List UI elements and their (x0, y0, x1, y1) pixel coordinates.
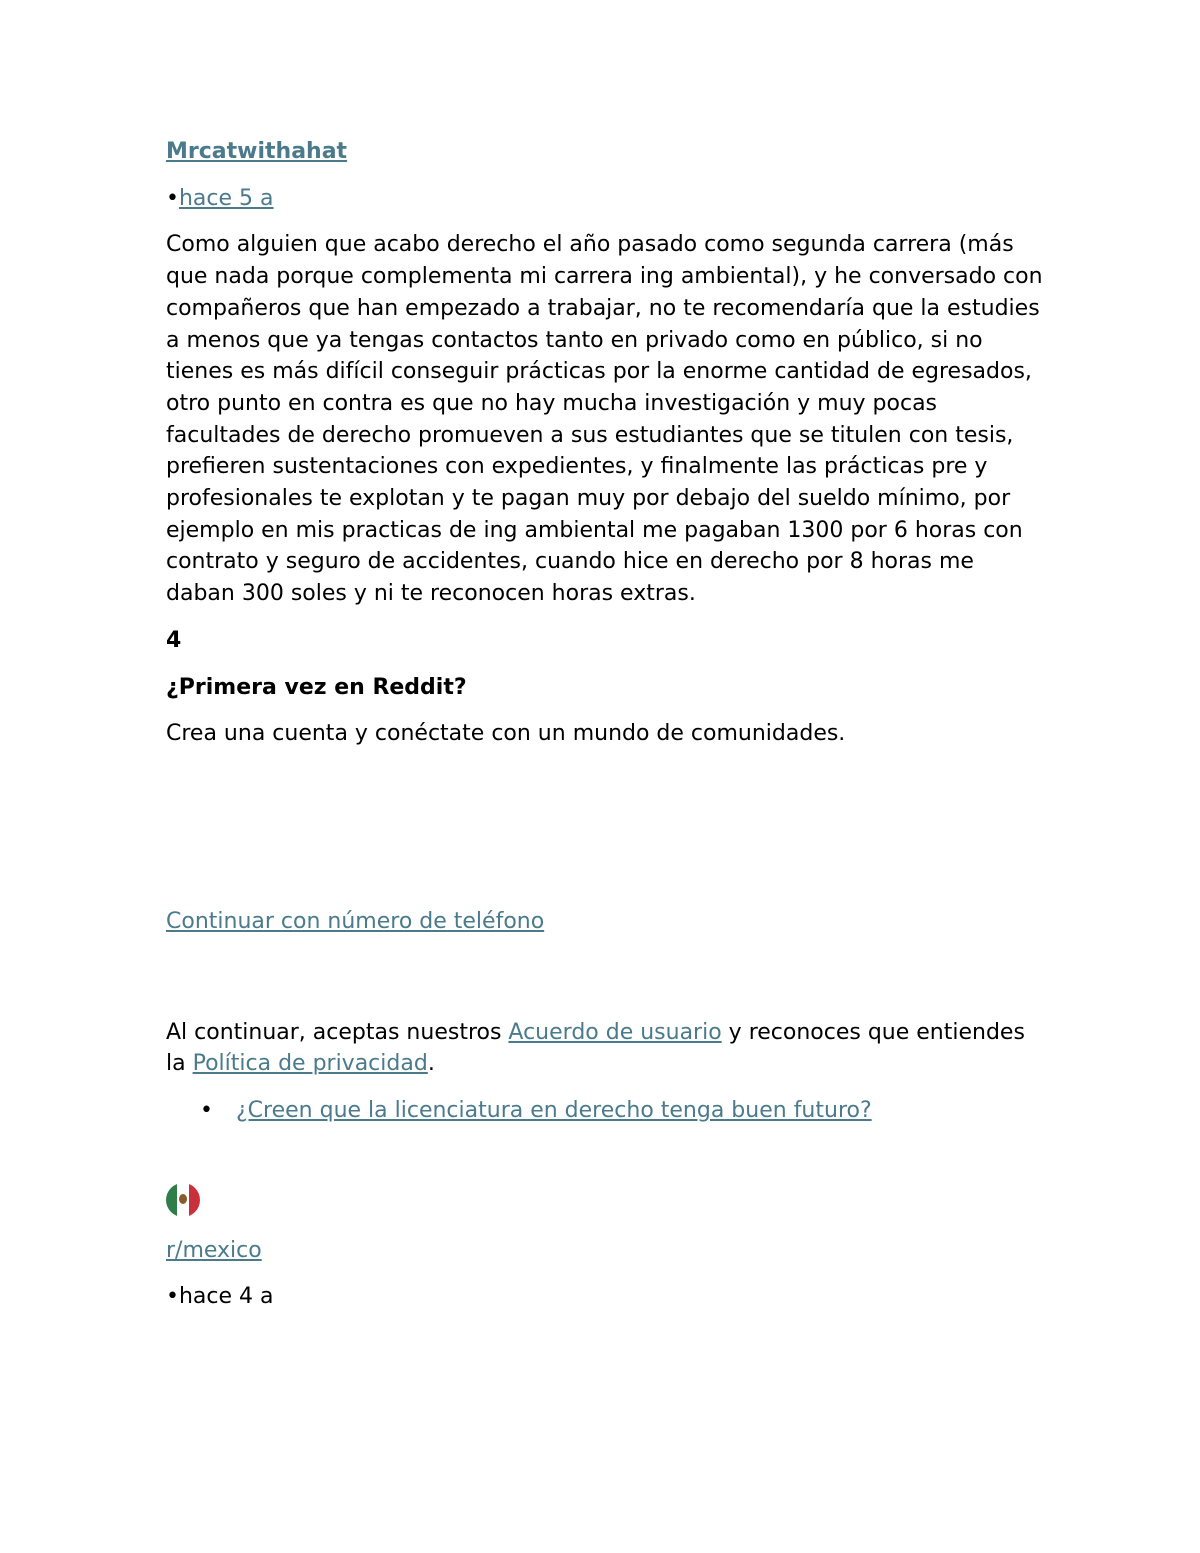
related-post-link[interactable]: ¿Creen que la licenciatura en derecho tenga buen futuro? (236, 1098, 872, 1124)
privacy-policy-link[interactable]: Política de privacidad (192, 1051, 428, 1077)
comment-body: Como alguien que acabo derecho el año pasado como segunda carrera (más que nada porque complementa mi carrera ing ambiental), y he conversado con compañeros que han empezado a trabajar, no te recomendaría que la estudies a menos que ya tengas contactos tanto en privado como en público, si no tienes es más difícil conseguir prácticas por la enorme cantidad de egresados, otro punto en contra es que no hay mucha investigación y muy pocas facultades de derecho promueven a sus estudiantes que se titulen con tesis, prefieren sustentaciones con expedientes, y finalmente las prácticas pre y profesionales te explotan y te pagan muy por debajo del sueldo mínimo, por ejemplo en mis practicas de ing ambiental me pagaban 1300 por 6 horas con contrato y seguro de accidentes, cuando hice en derecho por 8 horas me daban 300 soles y ni te reconocen horas extras. (166, 232, 1043, 607)
user-agreement-link[interactable]: Acuerdo de usuario (508, 1019, 722, 1045)
meta-bullet: • (166, 1284, 179, 1310)
post-time-link[interactable]: hace 5 a (178, 185, 274, 211)
flag-emblem (179, 1194, 187, 1204)
related-posts-list (166, 1095, 1046, 1127)
signup-subtitle: Crea una cuenta y conéctate con un mundo de comunidades. (166, 721, 846, 747)
author-link[interactable]: Mrcatwithahat (166, 139, 348, 164)
next-post-meta (166, 1281, 1046, 1313)
phone-signup-container (166, 906, 1046, 938)
terms-prefix: Al continuar, aceptas nuestros (166, 1019, 509, 1045)
next-post-time: hace 4 a (178, 1284, 274, 1310)
flag-green-band (166, 1183, 177, 1217)
signup-heading: ¿Primera vez en Reddit? (166, 674, 467, 700)
meta-bullet: • (166, 185, 179, 211)
terms-suffix: . (427, 1051, 435, 1077)
terms-text (166, 1017, 1046, 1080)
flag-white-band (177, 1183, 188, 1217)
vote-count: 4 (166, 627, 182, 653)
list-bullet: • (200, 1098, 213, 1124)
continue-with-phone-link[interactable]: Continuar con número de teléfono (166, 908, 545, 934)
subreddit-link[interactable]: r/mexico (166, 1237, 262, 1263)
document-page (166, 136, 1046, 1313)
list-item (166, 1095, 1046, 1127)
post-meta (166, 183, 1046, 215)
terms-middle: y reconoces que entiendes la (166, 1019, 1025, 1077)
flag-red-band (189, 1183, 200, 1217)
mexico-flag-icon (166, 1183, 200, 1217)
